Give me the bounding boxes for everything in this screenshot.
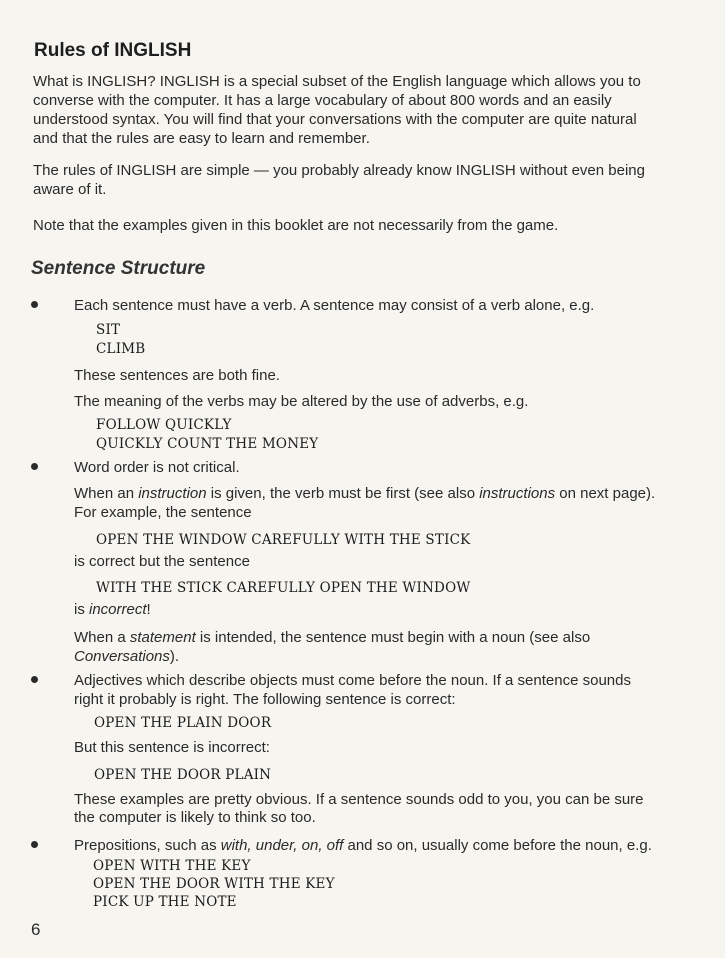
both-fine-text: These sentences are both fine. — [74, 367, 280, 384]
instruction-line-2: For example, the sentence — [74, 504, 252, 521]
adjectives-line-2: right it probably is right. The following sentence is correct: — [74, 691, 456, 708]
note-text: Note that the examples given in this booklet are not necessarily from the game. — [33, 217, 559, 234]
bullet-2-text: Word order is not critical. — [74, 459, 240, 476]
intro-line-4: and that the rules are easy to learn and remember. — [33, 130, 370, 147]
rules-simple-line-2: aware of it. — [33, 181, 107, 198]
but-incorrect-text: But this sentence is incorrect: — [74, 739, 270, 756]
instruction-line-1: When an instruction is given, the verb must be first (see also instructions on next page). — [74, 485, 656, 502]
prepositions-text: Prepositions, such as with, under, on, off and so on, usually come before the noun, e.g. — [74, 837, 652, 854]
intro-line-3: understood syntax. You will find that your conversations with the computer are quite natural — [33, 111, 637, 128]
statement-line-1: When a statement is intended, the sentence must begin with a noun (see also — [74, 629, 591, 646]
is-incorrect-text: is incorrect! — [74, 601, 151, 618]
example-open-window: OPEN THE WINDOW CAREFULLY WITH THE STICK — [96, 532, 471, 548]
example-open-with-key: OPEN WITH THE KEY — [93, 858, 251, 874]
example-count-money: QUICKLY COUNT THE MONEY — [96, 436, 319, 452]
intro-line-1: What is INGLISH? INGLISH is a special subset of the English language which allows you to — [33, 73, 641, 90]
example-with-stick: WITH THE STICK CAREFULLY OPEN THE WINDOW — [96, 580, 471, 596]
bullet-dot — [31, 676, 38, 683]
example-pick-up-note: PICK UP THE NOTE — [93, 894, 237, 910]
obvious-line-1: These examples are pretty obvious. If a sentence sounds odd to you, you can be sure — [74, 791, 644, 808]
intro-line-2: converse with the computer. It has a large vocabulary of about 800 words and an easily — [33, 92, 612, 109]
example-door-plain: OPEN THE DOOR PLAIN — [94, 767, 272, 783]
page-number: 6 — [31, 920, 41, 939]
example-follow-quickly: FOLLOW QUICKLY — [96, 417, 232, 433]
correct-but-text: is correct but the sentence — [74, 553, 250, 570]
adverbs-text: The meaning of the verbs may be altered by the use of adverbs, e.g. — [74, 393, 529, 410]
rules-simple-line-1: The rules of INGLISH are simple — you probably already know INGLISH without even being — [33, 162, 645, 179]
bullet-dot — [31, 301, 38, 308]
example-sit: SIT — [96, 322, 121, 338]
bullet-1-text: Each sentence must have a verb. A sentence may consist of a verb alone, e.g. — [74, 297, 595, 314]
adjectives-line-1: Adjectives which describe objects must come before the noun. If a sentence sounds — [74, 672, 631, 689]
example-plain-door: OPEN THE PLAIN DOOR — [94, 715, 272, 731]
page-title: Rules of INGLISH — [34, 40, 192, 61]
bullet-dot — [31, 841, 38, 848]
example-climb: CLIMB — [96, 341, 146, 357]
example-open-door-key: OPEN THE DOOR WITH THE KEY — [93, 876, 335, 892]
section-heading: Sentence Structure — [31, 258, 206, 279]
bullet-dot — [31, 463, 38, 470]
obvious-line-2: the computer is likely to think so too. — [74, 809, 316, 826]
statement-line-2: Conversations). — [74, 648, 180, 665]
